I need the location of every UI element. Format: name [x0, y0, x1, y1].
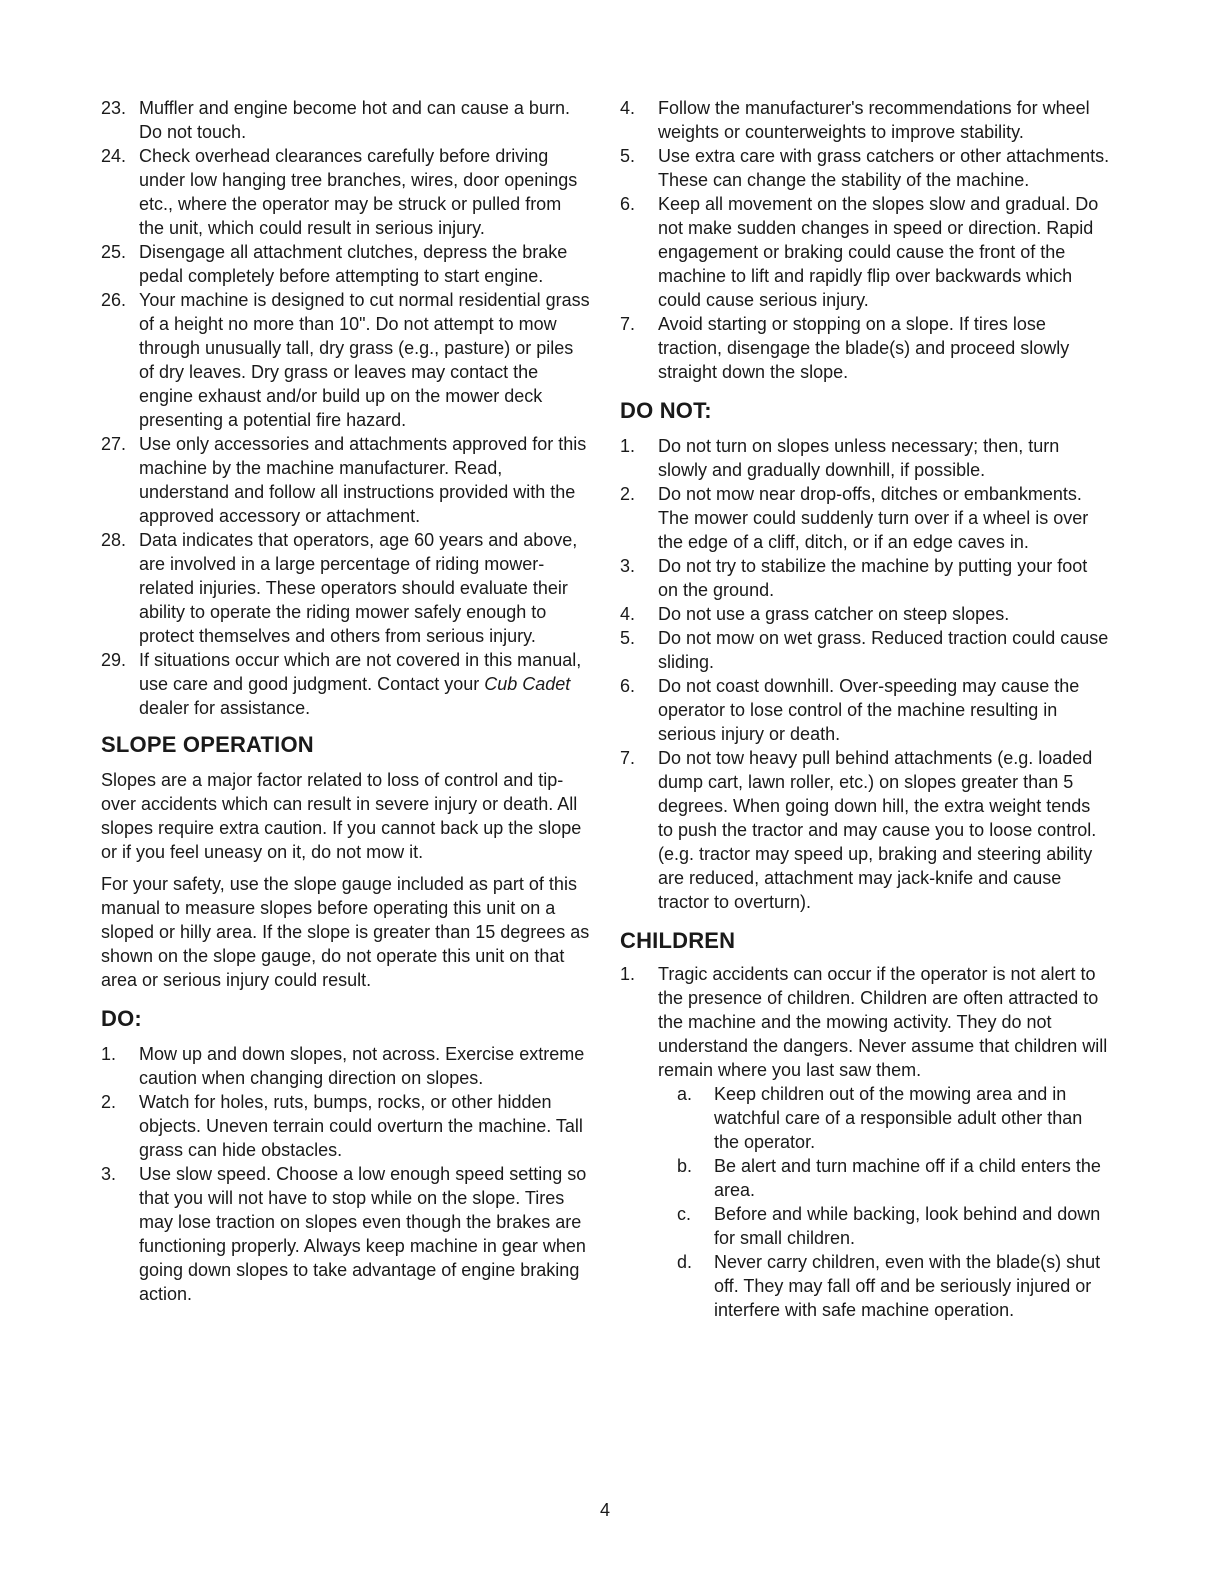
do-not-heading: DO NOT:	[620, 398, 712, 423]
children-heading: CHILDREN	[620, 928, 736, 953]
list-item: 5. Use extra care with grass catchers or other attachments. These can change the stability of the machine.	[620, 146, 1110, 190]
list-item: a. Keep children out of the mowing area and in watchful care of a responsible adult other than the operator.	[677, 1084, 1083, 1152]
list-item: c. Before and while backing, look behind and down for small children.	[677, 1204, 1101, 1248]
list-item: 26. Your machine is designed to cut normal residential grass of a height no more than 10". Do not attempt to mow through unusually tall, dry grass (e.g., pasture) or piles of dry leaves. Dry grass or leaves may contact the engine exhaust and/or build up on the mower deck presenting a potential fire hazard.	[101, 290, 590, 430]
list-item: 3. Do not try to stabilize the machine by putting your foot on the ground.	[620, 556, 1088, 600]
list-item: 24. Check overhead clearances carefully before driving under low hanging tree branches, wires, door openings etc., where the operator may be struck or pulled from the unit, which could result in serious injury.	[101, 146, 578, 238]
safety-list-continued	[101, 96, 591, 720]
list-item: 29. If situations occur which are not covered in this manual, use care and good judgment. Contact your Cub Cadet dealer for assistance.	[101, 650, 582, 718]
list-item: 2. Do not mow near drop-offs, ditches or embankments. The mower could suddenly turn over if a wheel is over the edge of a cliff, ditch, or if an edge caves in.	[620, 484, 1089, 552]
do-list-continued	[620, 96, 1110, 384]
children-list	[620, 962, 1110, 1082]
list-item: 5. Do not mow on wet grass. Reduced traction could cause sliding.	[620, 628, 1109, 672]
list-item: 3. Use slow speed. Choose a low enough speed setting so that you will not have to stop while on the slope. Tires may lose traction on slopes even though the brakes are functioning properly. Always keep machine in gear when going down slopes to take advantage of engine braking action.	[101, 1164, 587, 1304]
list-item: 4. Do not use a grass catcher on steep slopes.	[620, 604, 1010, 624]
list-item: 6. Keep all movement on the slopes slow and gradual. Do not make sudden changes in speed or direction. Rapid engagement or braking could cause the front of the machine to lift and rapidly flip over backwards which could cause serious injury.	[620, 194, 1099, 310]
list-item: 4. Follow the manufacturer's recommendations for wheel weights or counterweights to improve stability.	[620, 98, 1090, 142]
children-sub-list	[620, 1082, 1110, 1322]
slope-operation-heading: SLOPE OPERATION	[101, 732, 314, 757]
list-item: 1. Tragic accidents can occur if the operator is not alert to the presence of children. Children are often attracted to the machine and the mowing activity. They do not understand the dangers. Never assume that children will remain where you last saw them.	[620, 964, 1108, 1080]
left-column	[101, 96, 591, 1306]
list-item: 1. Mow up and down slopes, not across. Exercise extreme caution when changing direction on slopes.	[101, 1044, 585, 1088]
do-not-list	[620, 434, 1110, 914]
list-item: 23. Muffler and engine become hot and can cause a burn. Do not touch.	[101, 98, 570, 142]
right-column	[620, 96, 1110, 1322]
brand-name: Cub Cadet	[484, 674, 571, 694]
do-heading: DO:	[101, 1006, 142, 1031]
list-item: 7. Do not tow heavy pull behind attachments (e.g. loaded dump cart, lawn roller, etc.) on slopes greater than 5 degrees. When going down hill, the extra weight tends to push the tractor and may cause you to loose control. (e.g. tractor may speed up, braking and steering ability are reduced, attachment may jack-knife and cause tractor to overturn).	[620, 748, 1097, 912]
do-list	[101, 1042, 591, 1306]
list-item: 7. Avoid starting or stopping on a slope. If tires lose traction, disengage the blade(s) and proceed slowly straight down the slope.	[620, 314, 1070, 382]
list-item: b. Be alert and turn machine off if a child enters the area.	[677, 1156, 1101, 1200]
list-item: 2. Watch for holes, ruts, bumps, rocks, or other hidden objects. Uneven terrain could overturn the machine. Tall grass can hide obstacles.	[101, 1092, 583, 1160]
list-item: 27. Use only accessories and attachments approved for this machine by the machine manufacturer. Read, understand and follow all instructions provided with the approved accessory or attachment.	[101, 434, 587, 526]
list-item: 25. Disengage all attachment clutches, depress the brake pedal completely before attempting to start engine.	[101, 242, 568, 286]
list-item: 6. Do not coast downhill. Over-speeding may cause the operator to lose control of the machine resulting in serious injury or death.	[620, 676, 1080, 744]
list-item: 1. Do not turn on slopes unless necessary; then, turn slowly and gradually downhill, if possible.	[620, 436, 1060, 480]
list-item: 28. Data indicates that operators, age 60 years and above, are involved in a large percentage of riding mower-related injuries. These operators should evaluate their ability to operate the riding mower safely enough to protect themselves and others from serious injury.	[101, 530, 578, 646]
slope-paragraph-2: For your safety, use the slope gauge included as part of this manual to measure slopes before operating this unit on a sloped or hilly area. If the slope is greater than 15 degrees as shown on the slope gauge, do not operate this unit on that area or serious injury could result.	[101, 874, 590, 990]
page-number: 4	[599, 1500, 610, 1520]
slope-paragraph-1: Slopes are a major factor related to loss of control and tip-over accidents which can result in severe injury or death. All slopes require extra caution. If you cannot back up the slope or if you feel uneasy on it, do not mow it.	[101, 770, 582, 862]
list-item: d. Never carry children, even with the blade(s) shut off. They may fall off and be seriously injured or interfere with safe machine operation.	[677, 1252, 1101, 1320]
